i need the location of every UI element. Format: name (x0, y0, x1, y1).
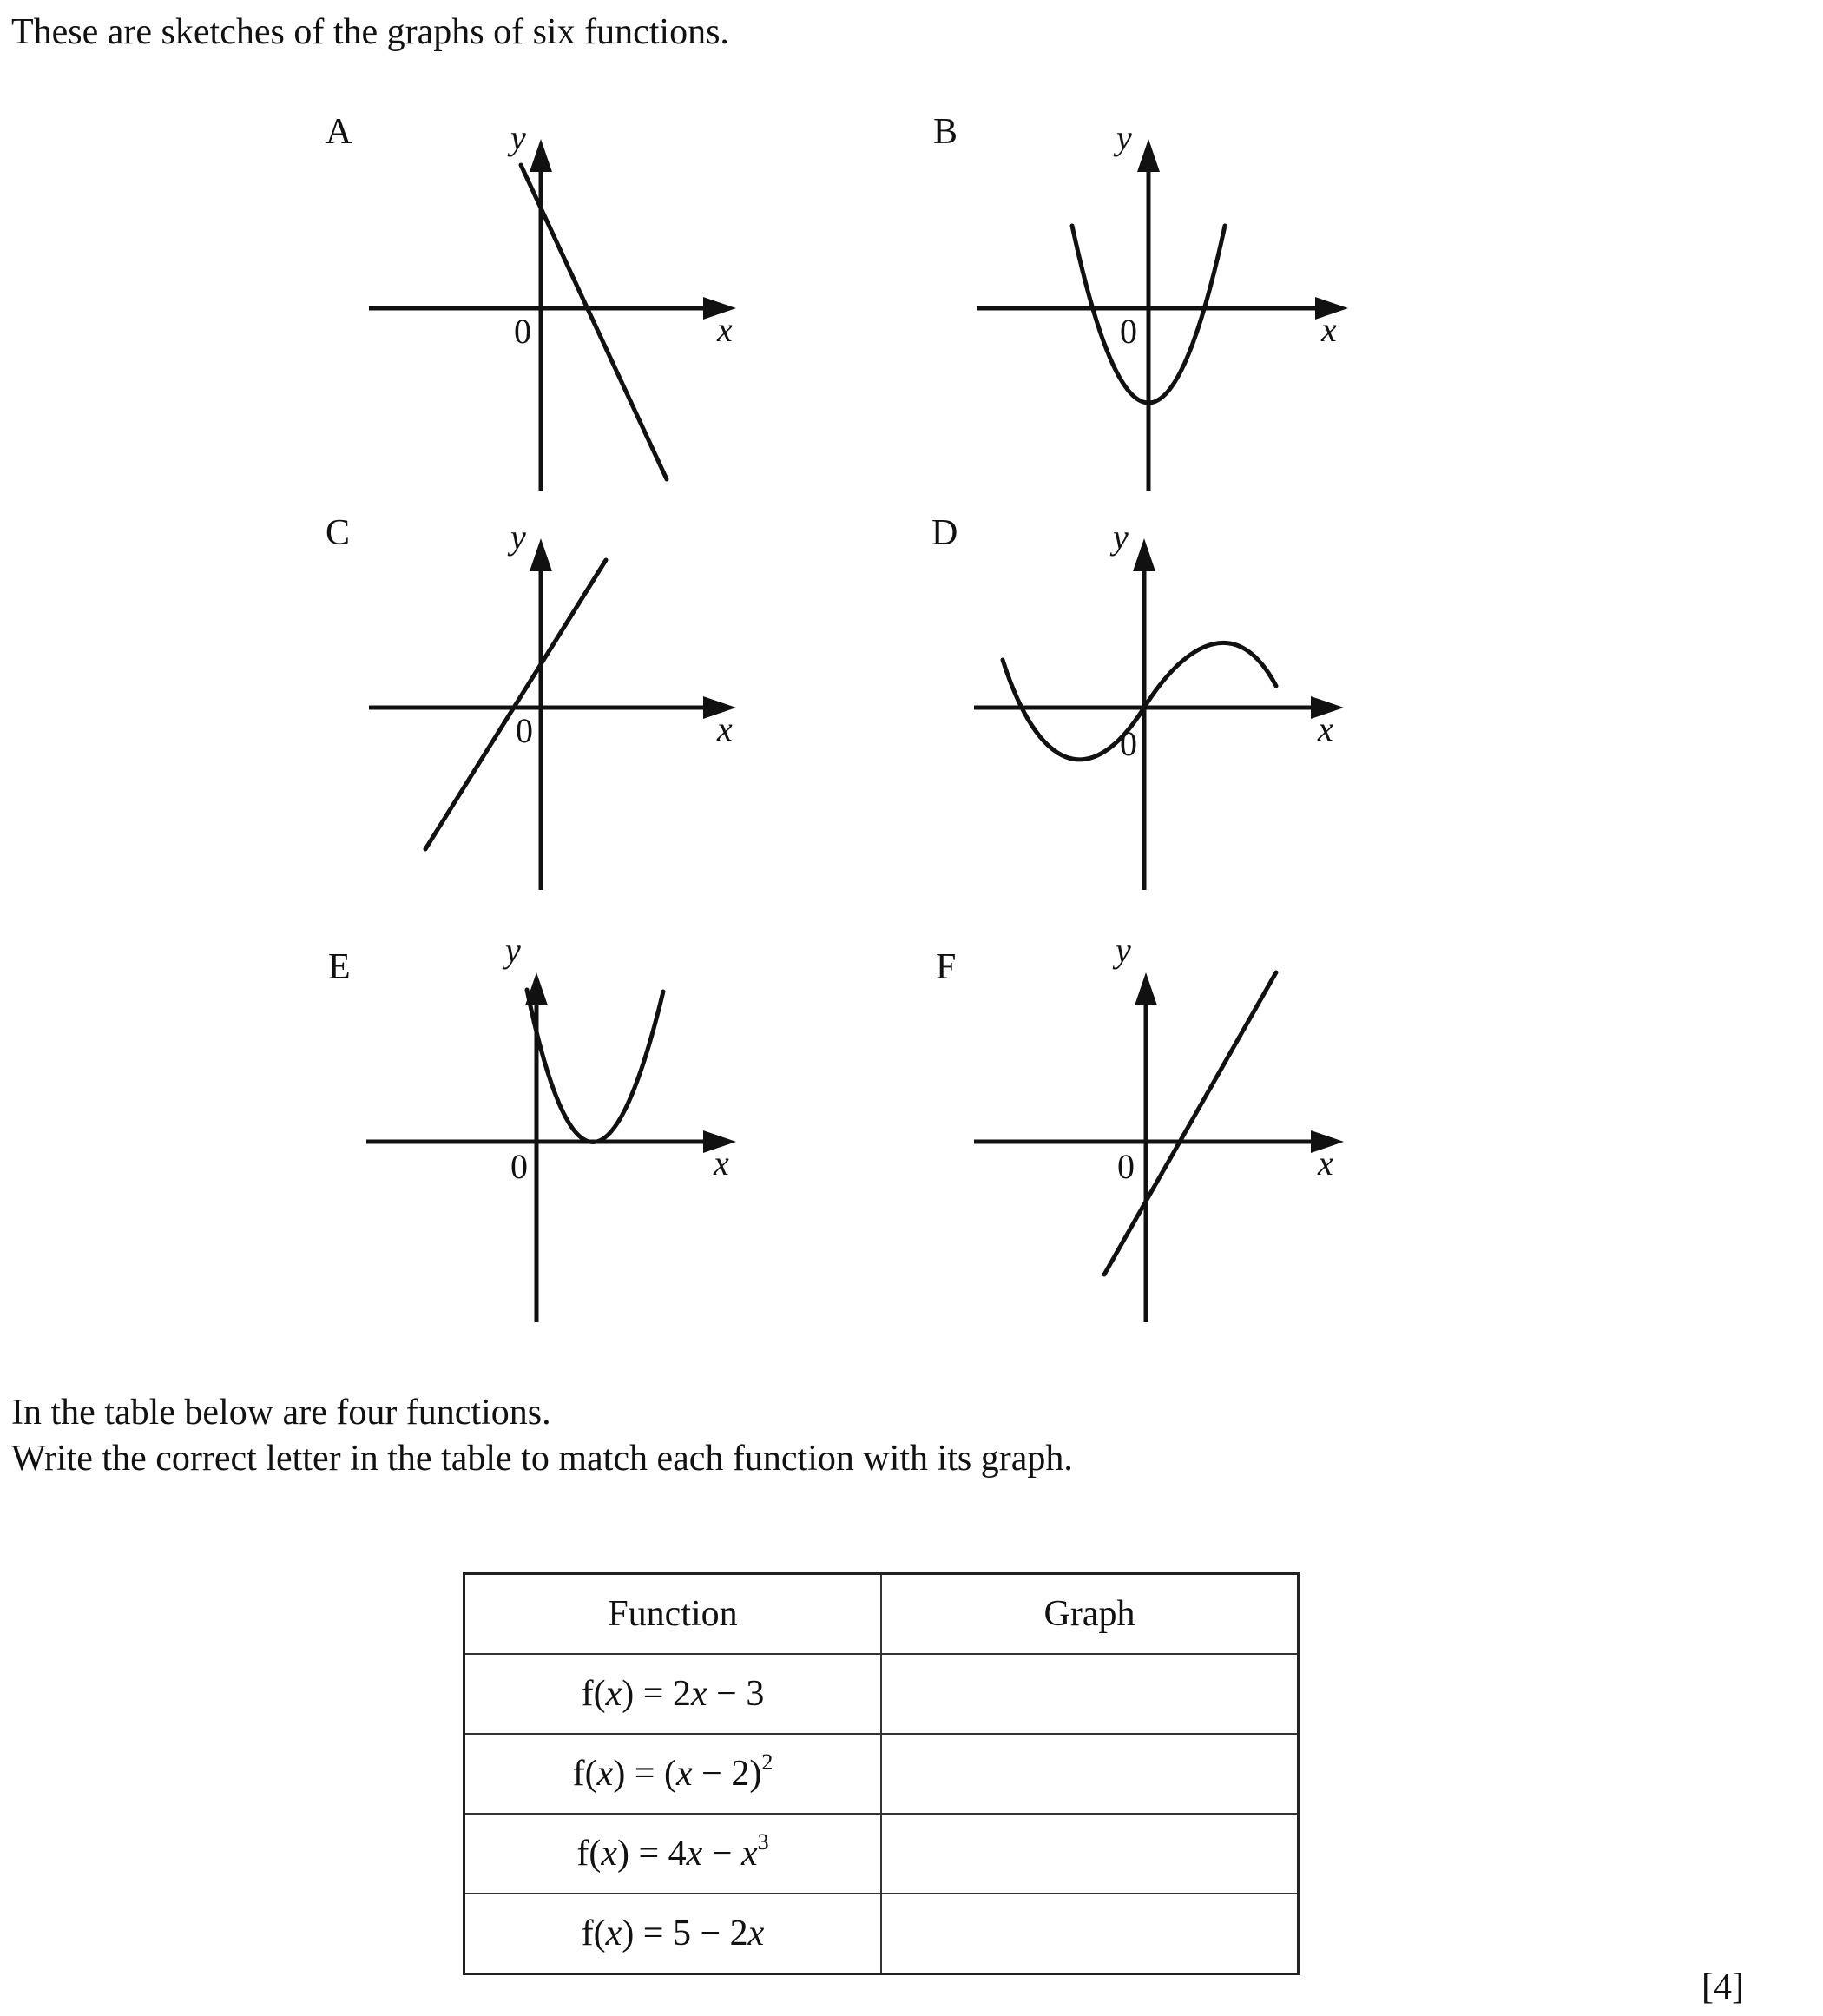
fn-exponent: 2 (761, 1749, 773, 1775)
header-graph: Graph (881, 1574, 1299, 1655)
graph-curve (527, 990, 663, 1143)
table-row (464, 1654, 1299, 1734)
marks-label: [4] (1701, 1967, 1744, 2007)
graph-curve (1104, 972, 1276, 1275)
fn-var: x (747, 1914, 765, 1953)
fn-part: ) = ( (613, 1754, 676, 1794)
graph-letter: F (936, 947, 957, 987)
fn-var: x (675, 1754, 693, 1794)
graph-curve (425, 560, 606, 849)
fn-part: − (702, 1834, 741, 1874)
function-cell (464, 1654, 882, 1734)
fn-part: ) = 2 (622, 1674, 691, 1714)
fn-var: x (690, 1674, 707, 1714)
function-cell (464, 1734, 882, 1814)
fn-var: x (601, 1834, 617, 1874)
graph-letter: D (931, 513, 958, 553)
fn-part: f( (581, 1914, 606, 1953)
graph-c (326, 513, 736, 890)
graph-letter: C (326, 513, 351, 553)
x-axis-label: x (1318, 709, 1333, 748)
graph-answer-cell[interactable] (881, 1734, 1299, 1814)
y-axis-arrow (1135, 972, 1157, 1005)
fn-var: x (686, 1834, 703, 1874)
origin-label: 0 (1120, 724, 1137, 763)
fn-var: x (605, 1674, 622, 1714)
fn-part: − 3 (707, 1674, 765, 1714)
intro-text: These are sketches of the graphs of six functions. (11, 12, 729, 52)
y-axis-arrow (1137, 139, 1160, 172)
y-axis-label: y (505, 931, 521, 970)
origin-label: 0 (516, 711, 533, 750)
graph-answer-cell[interactable] (881, 1654, 1299, 1734)
y-axis-arrow (530, 538, 552, 571)
function-cell (464, 1814, 882, 1894)
header-function: Function (464, 1574, 882, 1655)
graph-answer-cell[interactable] (881, 1814, 1299, 1894)
fn-var: x (741, 1834, 758, 1874)
fn-part: ) = 5 − 2 (622, 1914, 748, 1953)
graph-a (326, 112, 736, 491)
graph-letter: E (328, 947, 351, 987)
y-axis-label: y (510, 118, 526, 157)
origin-label: 0 (514, 312, 531, 351)
instruction-line-1: In the table below are four functions. (11, 1393, 551, 1433)
graph-answer-cell[interactable] (881, 1894, 1299, 1974)
origin-label: 0 (1117, 1147, 1135, 1186)
table-row (464, 1894, 1299, 1974)
y-axis-arrow (1133, 538, 1155, 571)
graph-e (328, 931, 736, 1322)
y-axis-label: y (1113, 517, 1129, 557)
fn-var: x (596, 1754, 614, 1794)
origin-label: 0 (1120, 312, 1137, 351)
graph-f (936, 931, 1344, 1322)
x-axis-label: x (717, 709, 733, 748)
fn-part: f( (581, 1674, 606, 1714)
x-axis-label: x (717, 310, 733, 349)
graph-b (933, 112, 1348, 491)
matching-table (463, 1572, 1300, 1975)
x-axis-label: x (1318, 1143, 1333, 1183)
graph-letter: A (326, 112, 352, 152)
function-cell (464, 1894, 882, 1974)
fn-part: ) = 4 (616, 1834, 687, 1874)
y-axis-arrow (530, 139, 552, 172)
fn-var: x (605, 1914, 622, 1953)
x-axis-label: x (1321, 310, 1337, 349)
graph-curve (1003, 642, 1276, 759)
fn-part: − 2) (692, 1754, 762, 1794)
y-axis-label: y (1116, 931, 1131, 970)
graph-letter: B (933, 112, 958, 152)
graph-d (931, 513, 1344, 890)
y-axis-label: y (1116, 118, 1132, 157)
table-header-row (464, 1574, 1299, 1655)
table-row (464, 1734, 1299, 1814)
table-row (464, 1814, 1299, 1894)
x-axis-label: x (714, 1143, 729, 1183)
fn-part: f( (572, 1754, 597, 1794)
instruction-line-2: Write the correct letter in the table to match each function with its graph. (11, 1439, 1073, 1479)
origin-label: 0 (510, 1147, 528, 1186)
y-axis-label: y (510, 517, 526, 557)
fn-exponent: 3 (757, 1829, 769, 1855)
fn-part: f( (576, 1834, 602, 1874)
